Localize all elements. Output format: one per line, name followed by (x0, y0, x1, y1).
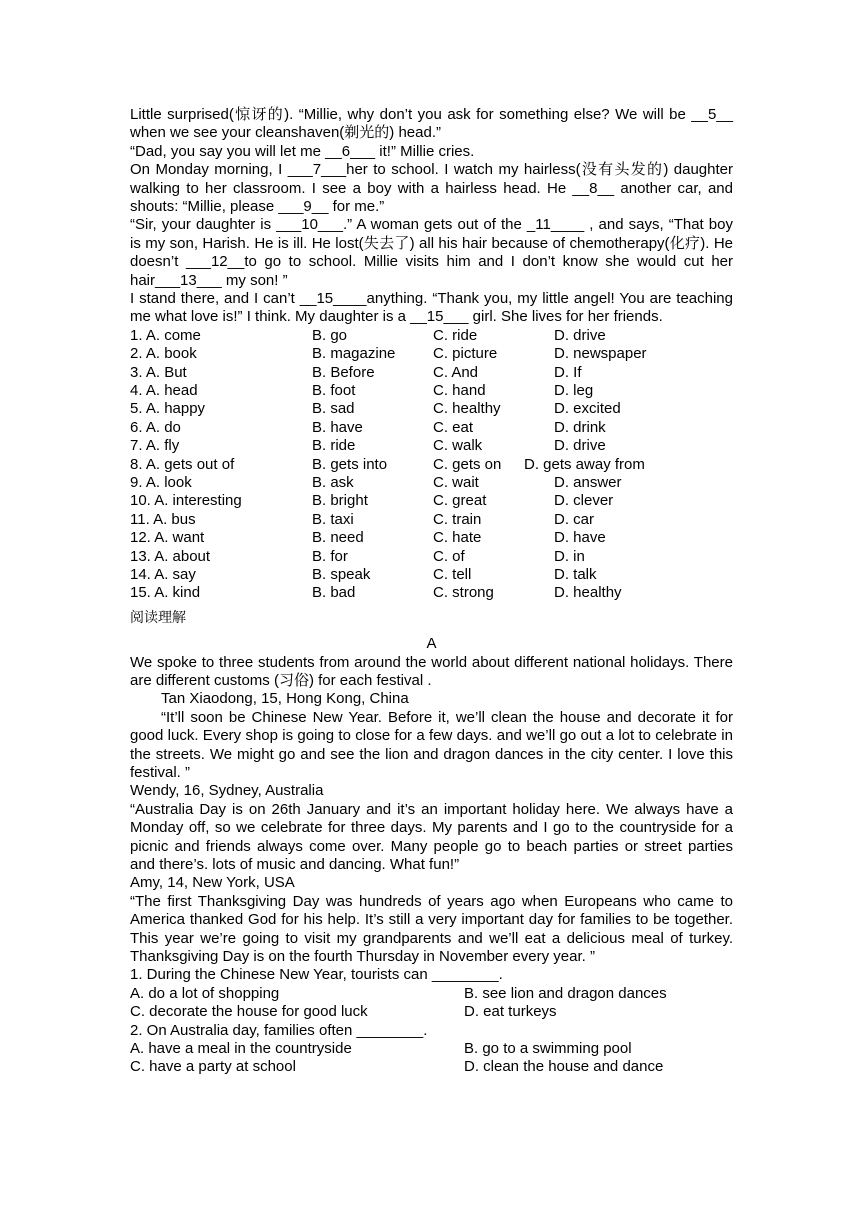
option-b: B. for (312, 547, 348, 565)
option-d: D. healthy (554, 584, 622, 602)
option-d: D. gets away from (524, 455, 645, 473)
question-option: D. eat turkeys (464, 1003, 557, 1021)
option-b: B. taxi (312, 510, 354, 528)
passage-paragraph: “Dad, you say you will let me __6___ it!” Millie cries. (130, 142, 475, 160)
option-d: D. drink (554, 418, 606, 436)
option-row (130, 437, 733, 455)
question-option: A. have a meal in the countryside (130, 1040, 352, 1058)
option-row (130, 566, 733, 584)
option-d: D. car (554, 510, 595, 528)
option-c: C. wait (433, 474, 479, 491)
option-d: D. clever (554, 492, 614, 510)
passage-paragraph: I stand there, and I can’t __15____anything. “Thank you, my little angel! You are teaching me what love is!” I think. My daughter is a __15___ girl. She lives for her friends. (130, 290, 733, 326)
option-row (130, 548, 733, 566)
passage-paragraph: “Sir, your daughter is ___10___.” A woman gets out of the _11____ , and says, “That boy is my son, Harish. He is ill. He lost(失去了) all his hair because of chemotherapy(化疗). He doesn’t ___12__to go to school. Millie visits him and I don’t know she would cut her hair___13___ my son! ” (130, 216, 733, 289)
option-row (130, 400, 733, 418)
option-d: D. drive (554, 326, 606, 344)
option-a: 12. A. want (130, 529, 205, 547)
option-d: D. in (554, 547, 585, 565)
option-a: 3. A. But (130, 363, 187, 381)
question-option: C. decorate the house for good luck (130, 1003, 368, 1021)
option-d: D. If (554, 363, 582, 381)
option-d: D. excited (554, 400, 621, 418)
option-row (130, 584, 733, 602)
option-row (130, 345, 733, 363)
option-row (130, 382, 733, 400)
option-c: C. ride (433, 326, 478, 344)
option-row (130, 511, 733, 529)
question-option: D. clean the house and dance (464, 1058, 664, 1076)
option-a: 9. A. look (130, 474, 192, 491)
option-b: B. bright (312, 492, 368, 510)
option-row (130, 492, 733, 510)
option-c: C. And (433, 363, 479, 381)
option-c: C. picture (433, 345, 498, 363)
option-c: C. healthy (433, 400, 501, 418)
option-row (130, 474, 733, 492)
question-stem: 1. During the Chinese New Year, tourists can ________. (130, 966, 503, 984)
option-row (130, 985, 733, 1003)
option-a: 8. A. gets out of (130, 455, 235, 473)
option-b: B. Before (312, 363, 375, 381)
option-row (130, 1058, 733, 1076)
option-row (130, 529, 733, 547)
option-c: C. hand (433, 382, 486, 400)
speaker-name: Amy, 14, New York, USA (130, 874, 295, 892)
reading-intro: We spoke to three students from around the world about different national holidays. There are different customs (习俗) for each festival . (130, 653, 733, 689)
speaker-text: “The first Thanksgiving Day was hundreds of years ago when Europeans who came to America thanked God for his help. It’s still a very important day for families to be together. This year we’re going to visit my grandparents and we’ll eat a delicious meal of turkey. Thanksgiving Day is on the fourth Thursday in November every year. ” (130, 892, 733, 966)
option-a: 4. A. head (130, 382, 198, 400)
option-a: 14. A. say (130, 565, 196, 583)
option-c: C. hate (433, 529, 482, 547)
reading-passage (130, 635, 733, 966)
option-b: B. go (312, 326, 348, 344)
question-option: C. have a party at school (130, 1058, 296, 1076)
option-a: 7. A. fly (130, 437, 180, 455)
option-row (130, 1040, 733, 1058)
passage-paragraph: On Monday morning, I ___7___her to school. I watch my hairless(没有头发的) daughter walking to her classroom. I see a boy with a hairless head. He __8__ another car, and shouts: “Millie, please ___9__ for me.” (130, 161, 733, 216)
option-d: D. drive (554, 437, 606, 455)
speaker-name: Tan Xiaodong, 15, Hong Kong, China (161, 690, 409, 708)
option-a: 10. A. interesting (130, 492, 242, 510)
section-heading: 阅读理解 (130, 609, 186, 626)
option-a: 2. A. book (130, 345, 197, 363)
option-c: C. tell (433, 565, 472, 583)
option-d: D. leg (554, 382, 594, 400)
option-a: 5. A. happy (130, 400, 206, 418)
speaker-text: “Australia Day is on 26th January and it’s an important holiday here. We always have a Monday off, so we celebrate for three days. My parents and I go to the countryside for a picnic and friends always come over. Many people go to beach parties or street parties and there’s. lots of music and dancing. What fun!” (130, 800, 733, 874)
question-option: A. do a lot of shopping (130, 984, 280, 1002)
cloze-options-table (130, 327, 733, 603)
option-d: D. have (554, 529, 606, 547)
option-row (130, 327, 733, 345)
option-b: B. speak (312, 565, 371, 583)
option-b: B. need (312, 529, 364, 547)
option-b: B. have (312, 418, 363, 436)
option-a: 15. A. kind (130, 584, 201, 602)
option-b: B. bad (312, 584, 356, 602)
option-b: B. magazine (312, 345, 396, 363)
question (130, 1022, 733, 1077)
option-c: C. gets on (433, 455, 502, 473)
option-row (130, 456, 733, 474)
option-a: 6. A. do (130, 418, 181, 436)
option-a: 1. A. come (130, 326, 201, 344)
option-c: C. eat (433, 418, 474, 436)
option-d: D. newspaper (554, 345, 647, 363)
passage-label: A (426, 635, 437, 653)
passage-paragraph: Little surprised(惊讶的). “Millie, why don’t you ask for something else? We will be __5__ when we see your cleanshaven(剃光的) head.” (130, 106, 733, 142)
speaker-name: Wendy, 16, Sydney, Australia (130, 782, 324, 800)
option-c: C. train (433, 510, 482, 528)
option-c: C. of (433, 547, 465, 565)
question-option: B. see lion and dragon dances (464, 984, 667, 1002)
option-b: B. ride (312, 437, 356, 455)
option-c: C. great (433, 492, 487, 510)
option-row (130, 419, 733, 437)
option-d: D. talk (554, 565, 597, 583)
question (130, 966, 733, 1021)
worksheet-page (130, 106, 733, 1077)
option-b: B. gets into (312, 455, 388, 473)
option-row (130, 1003, 733, 1021)
option-row (130, 364, 733, 382)
question-option: B. go to a swimming pool (464, 1040, 632, 1058)
option-a: 11. A. bus (130, 510, 196, 528)
option-b: B. sad (312, 400, 355, 418)
option-b: B. foot (312, 382, 356, 400)
speaker-text: “It’ll soon be Chinese New Year. Before it, we’ll clean the house and decorate it for good luck. Every shop is going to close for a few days. and we’ll go out a lot to celebrate in the streets. We might go and see the lion and dragon dances in the city center. I love this festival. ” (130, 708, 733, 781)
option-c: C. strong (433, 584, 494, 602)
option-b: B. ask (312, 474, 354, 491)
option-a: 13. A. about (130, 547, 211, 565)
comprehension-questions (130, 966, 733, 1076)
option-c: C. walk (433, 437, 483, 455)
option-d: D. answer (554, 474, 622, 491)
cloze-passage (130, 106, 733, 327)
question-stem: 2. On Australia day, families often ________. (130, 1021, 428, 1039)
